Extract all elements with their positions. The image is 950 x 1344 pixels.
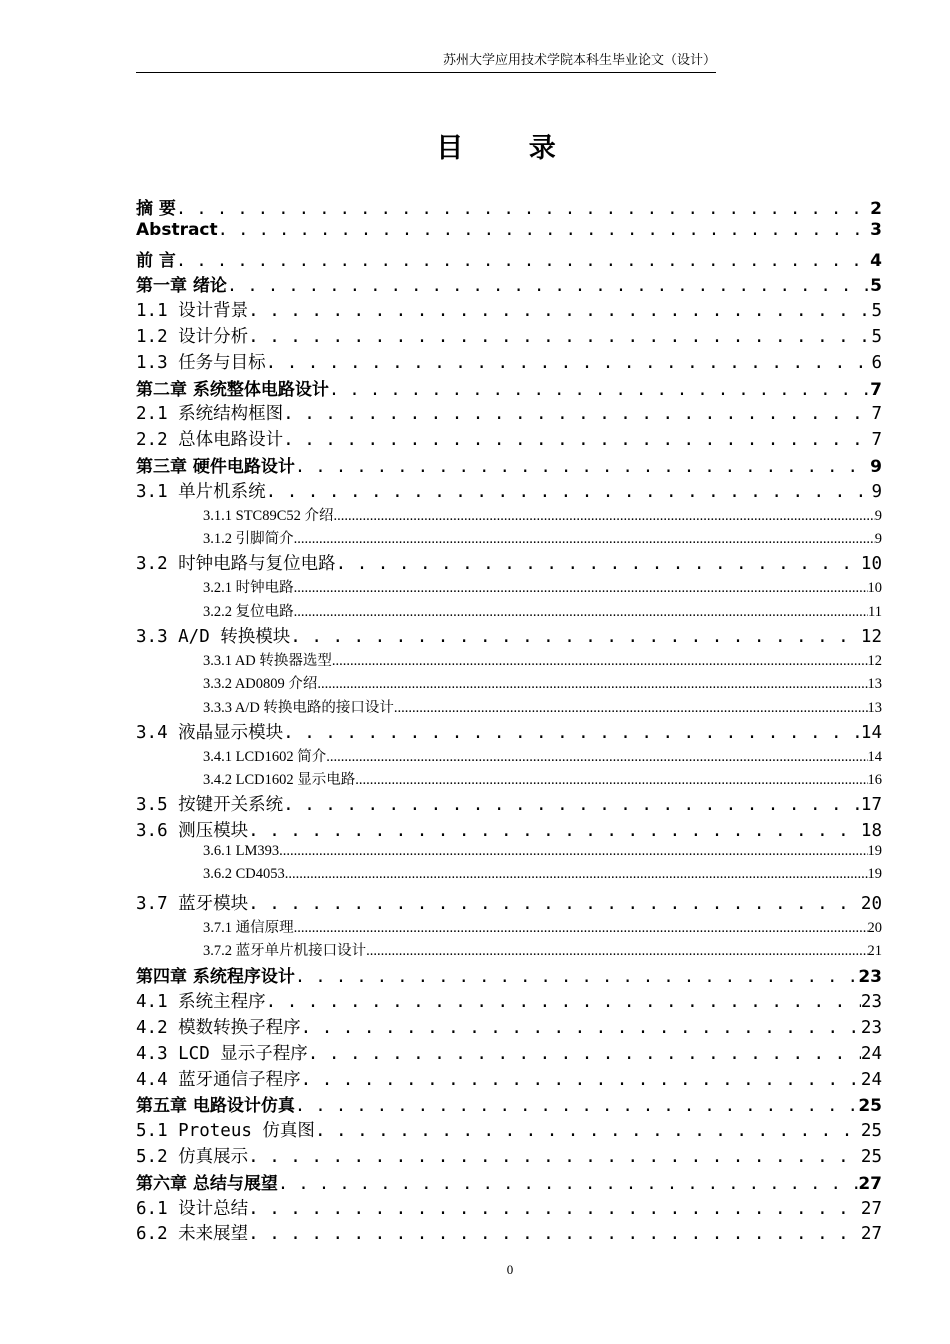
toc-leader-dots (248, 1224, 861, 1244)
toc-entry[interactable] (136, 550, 882, 576)
toc-entry[interactable] (136, 527, 882, 550)
toc-entry[interactable] (136, 1143, 882, 1169)
toc-entry[interactable] (136, 576, 882, 599)
toc-entry-label: 3.3.3 A/D 转换电路的接口设计 (203, 699, 394, 716)
toc-leader-dots (295, 457, 870, 477)
toc-entry-page: 27 (858, 1173, 882, 1194)
toc-entry-label: 1.2 设计分析 (136, 326, 249, 347)
toc-entry-page: 5 (871, 301, 882, 322)
toc-entry-page: 6 (871, 352, 882, 373)
toc-leader-dots (329, 380, 870, 400)
toc-entry[interactable] (136, 600, 882, 623)
toc-entry-label: 1.3 任务与目标 (136, 352, 266, 373)
toc-leader-dots (218, 220, 871, 240)
toc-entry-label: 3.7.1 通信原理 (203, 919, 294, 936)
toc-leader-dots (317, 676, 867, 693)
toc-entry-page: 7 (871, 404, 882, 425)
toc-leader-dots (326, 749, 867, 766)
toc-entry-label: 5.2 仿真展示 (136, 1147, 249, 1167)
toc-leader-dots (336, 554, 861, 574)
toc-entry-page: 9 (874, 530, 882, 547)
toc-entry-page: 20 (867, 919, 882, 936)
toc-entry[interactable] (136, 890, 882, 916)
toc-leader-dots (248, 1147, 861, 1167)
toc-entry-label: 3.1 单片机系统 (136, 481, 266, 502)
toc-entry-page: 13 (867, 676, 882, 693)
toc-entry-label: 第五章 电路设计仿真 (136, 1096, 295, 1117)
toc-entry-label: 3.2.1 时钟电路 (203, 580, 294, 597)
toc-entry-page: 2 (870, 199, 882, 219)
toc-entry[interactable] (136, 745, 882, 768)
toc-entry[interactable] (136, 866, 882, 889)
toc-leader-dots (295, 967, 858, 987)
toc-entry-page: 9 (870, 456, 882, 477)
toc-entry-label: 4.2 模数转换子程序 (136, 1018, 301, 1039)
toc-entry-label: 第三章 硬件电路设计 (136, 456, 295, 477)
toc-entry-page: 10 (867, 580, 882, 597)
toc-entry[interactable] (136, 1066, 882, 1092)
toc-leader-dots (278, 1174, 858, 1194)
toc-leader-dots (248, 301, 871, 321)
toc-leader-dots (176, 199, 870, 219)
toc-leader-dots (266, 992, 861, 1012)
toc-entry-label: 5.1 Proteus 仿真图 (136, 1121, 315, 1142)
toc-entry[interactable] (136, 843, 882, 866)
toc-entry-label: 3.2.2 复位电路 (203, 603, 294, 620)
toc-entry-label: 3.1.1 STC89C52 介绍 (203, 507, 334, 524)
toc-entry[interactable] (136, 719, 882, 745)
toc-entry-label: 6.2 未来展望 (136, 1224, 249, 1245)
toc-entry-label: 3.6.2 CD4053 (203, 866, 285, 883)
toc-entry-label: 3.5 按键开关系统 (136, 795, 284, 816)
toc-leader-dots (283, 404, 871, 424)
toc-entry-page: 16 (867, 772, 882, 789)
toc-entry-page: 21 (867, 943, 882, 960)
toc-entry-page: 23 (858, 967, 882, 988)
toc-entry-label: 摘 要 (136, 199, 176, 219)
toc-entry[interactable] (136, 623, 882, 649)
toc-entry-page: 12 (860, 626, 882, 647)
toc-leader-dots (294, 531, 875, 548)
toc-entry[interactable] (136, 1195, 882, 1221)
toc-leader-dots (295, 1096, 858, 1116)
toc-entry-page: 14 (860, 722, 882, 743)
toc-entry-page: 5 (870, 276, 882, 297)
toc-entry-label: 4.1 系统主程序 (136, 992, 266, 1013)
toc-entry[interactable] (136, 220, 882, 246)
toc-entry[interactable] (136, 791, 882, 817)
toc-entry-label: Abstract (136, 219, 218, 240)
toc-entry-page: 3 (870, 219, 882, 240)
toc-title: 目 录 (436, 133, 584, 164)
toc-leader-dots (301, 1070, 861, 1090)
toc-entry-label: 1.1 设计背景 (136, 301, 249, 322)
toc-leader-dots (248, 894, 861, 914)
toc-leader-dots (334, 508, 875, 525)
toc-leader-dots (315, 1121, 861, 1141)
toc-entry[interactable] (136, 271, 882, 297)
toc-entry[interactable] (136, 962, 882, 988)
toc-entry[interactable] (136, 768, 882, 791)
toc-leader-dots (285, 866, 868, 883)
toc-entry[interactable] (136, 478, 882, 504)
toc-entry-page: 5 (871, 326, 882, 347)
toc-entry[interactable] (136, 1220, 882, 1246)
toc-leader-dots (283, 430, 871, 450)
toc-entry[interactable] (136, 696, 882, 719)
toc-entry-page: 19 (867, 843, 882, 860)
toc-entry-label: 前 言 (136, 250, 176, 271)
toc-entry-label: 4.4 蓝牙通信子程序 (136, 1069, 301, 1090)
toc-entry[interactable] (136, 452, 882, 478)
toc-entry[interactable] (136, 1117, 882, 1143)
toc-entry-label: 3.7.2 蓝牙单片机接口设计 (203, 943, 367, 960)
toc-leader-dots (248, 327, 871, 347)
toc-leader-dots (355, 772, 867, 789)
table-of-contents (136, 194, 882, 1246)
toc-entry[interactable] (136, 375, 882, 401)
toc-entry-label: 4.3 LCD 显示子程序 (136, 1043, 308, 1064)
toc-entry[interactable] (136, 817, 882, 843)
toc-entry-label: 第四章 系统程序设计 (136, 967, 295, 988)
toc-entry-page: 12 (867, 652, 882, 669)
toc-entry-label: 第六章 总结与展望 (136, 1173, 278, 1194)
toc-entry-page: 23 (860, 1018, 882, 1039)
toc-leader-dots (290, 627, 861, 647)
toc-leader-dots (301, 1018, 861, 1038)
toc-leader-dots (279, 843, 867, 860)
toc-entry-label: 第二章 系统整体电路设计 (136, 379, 329, 400)
toc-entry-label: 3.3 A/D 转换模块 (136, 626, 291, 647)
toc-entry-page: 14 (867, 748, 882, 765)
toc-leader-dots (308, 1044, 861, 1064)
toc-entry[interactable] (136, 349, 882, 375)
toc-entry-label: 3.6.1 LM393 (203, 843, 280, 860)
toc-entry-page: 25 (860, 1121, 882, 1142)
toc-entry[interactable] (136, 1091, 882, 1117)
toc-entry[interactable] (136, 426, 882, 452)
toc-entry[interactable] (136, 939, 882, 962)
toc-leader-dots (366, 943, 867, 960)
toc-entry[interactable] (136, 1014, 882, 1040)
toc-leader-dots (266, 353, 872, 373)
toc-entry-page: 4 (870, 250, 882, 271)
toc-entry[interactable] (136, 649, 882, 672)
toc-entry[interactable] (136, 916, 882, 939)
toc-entry[interactable] (136, 1040, 882, 1066)
toc-entry-page: 20 (860, 893, 882, 914)
toc-entry-label: 3.3.1 AD 转换器选型 (203, 652, 332, 669)
toc-entry[interactable] (136, 323, 882, 349)
toc-entry-page: 7 (871, 430, 882, 451)
toc-leader-dots (294, 920, 868, 937)
toc-leader-dots (248, 1199, 861, 1219)
toc-entry-page: 10 (860, 554, 882, 575)
toc-entry[interactable] (136, 988, 882, 1014)
toc-leader-dots (248, 821, 861, 841)
toc-entry-page: 25 (858, 1096, 882, 1117)
toc-entry-label: 3.4 液晶显示模块 (136, 722, 284, 743)
toc-entry[interactable] (136, 504, 882, 527)
toc-entry-label: 3.1.2 引脚简介 (203, 530, 294, 547)
toc-leader-dots (283, 723, 861, 743)
toc-entry-label: 3.4.2 LCD1602 显示电路 (203, 772, 356, 789)
toc-entry-page: 19 (867, 866, 882, 883)
toc-entry-label: 3.3.2 AD0809 介绍 (203, 676, 318, 693)
toc-leader-dots (283, 795, 861, 815)
toc-entry-page: 7 (870, 379, 882, 400)
toc-entry-page: 9 (874, 507, 882, 524)
toc-entry-label: 第一章 绪论 (136, 276, 227, 297)
toc-entry-label: 2.1 系统结构框图 (136, 404, 284, 425)
toc-entry[interactable] (136, 400, 882, 426)
toc-entry[interactable] (136, 672, 882, 695)
toc-entry-page: 11 (868, 603, 882, 620)
page-number: 0 (506, 1262, 514, 1277)
running-header: 苏州大学应用技术学院本科生毕业论文（设计） (136, 52, 716, 73)
toc-leader-dots (394, 700, 868, 717)
toc-entry-label: 3.7 蓝牙模块 (136, 893, 249, 914)
toc-entry[interactable] (136, 1169, 882, 1195)
toc-entry-page: 13 (867, 699, 882, 716)
toc-entry[interactable] (136, 246, 882, 272)
toc-entry-page: 27 (860, 1224, 882, 1245)
toc-entry-label: 6.1 设计总结 (136, 1198, 249, 1219)
toc-entry-page: 18 (860, 821, 882, 842)
toc-leader-dots (294, 580, 868, 597)
toc-leader-dots (294, 604, 868, 621)
toc-entry-label: 3.4.1 LCD1602 简介 (203, 748, 327, 765)
toc-leader-dots (332, 653, 868, 670)
toc-leader-dots (266, 482, 872, 502)
toc-entry-page: 25 (860, 1147, 882, 1167)
toc-entry[interactable] (136, 194, 882, 220)
toc-entry-page: 23 (860, 992, 882, 1013)
toc-entry-label: 2.2 总体电路设计 (136, 430, 284, 451)
toc-leader-dots (176, 251, 870, 271)
toc-leader-dots (227, 276, 870, 296)
toc-entry-label: 3.2 时钟电路与复位电路 (136, 554, 336, 575)
toc-entry[interactable] (136, 297, 882, 323)
toc-entry-page: 24 (860, 1043, 882, 1064)
toc-entry-page: 9 (871, 481, 882, 502)
toc-entry-label: 3.6 测压模块 (136, 821, 249, 842)
toc-entry-page: 17 (860, 795, 882, 816)
toc-entry-page: 24 (860, 1069, 882, 1090)
toc-entry-page: 27 (860, 1198, 882, 1219)
